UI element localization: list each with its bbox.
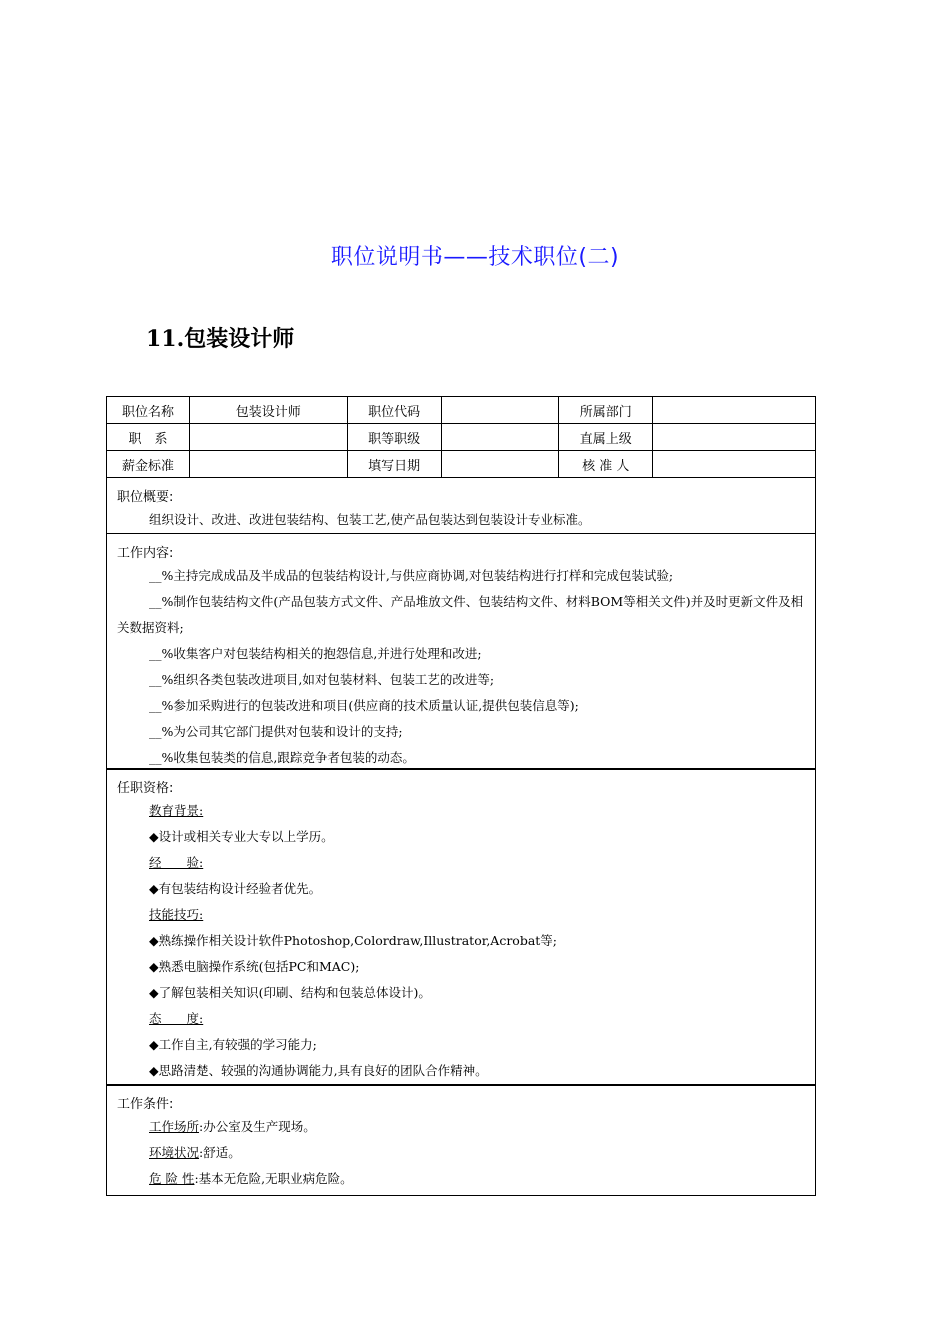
list-item: __%为公司其它部门提供对包装和设计的支持;: [149, 724, 403, 739]
list-item: __%组织各类包装改进项目,如对包装材料、包装工艺的改进等;: [149, 672, 495, 687]
salary-label: 薪金标准: [107, 451, 190, 478]
list-item: __%收集客户对包装结构相关的抱怨信息,并进行处理和改进;: [149, 646, 482, 661]
skills-label: 技能技巧:: [149, 907, 204, 922]
conditions-section: [106, 1084, 816, 1196]
fill-date-value: [441, 451, 559, 478]
duties-heading: 工作内容:: [117, 546, 174, 561]
list-item: ◆了解包装相关知识(印刷、结构和包装总体设计)。: [149, 985, 431, 1000]
summary-section: [106, 478, 816, 534]
fill-date-label: 填写日期: [347, 451, 441, 478]
list-item: __%参加采购进行的包装改进和项目(供应商的技术质量认证,提供包装信息等);: [149, 698, 579, 713]
list-item: __%主持完成成品及半成品的包装结构设计,与供应商协调,对包装结构进行打样和完成包装试验;: [149, 568, 674, 583]
job-title-label: 职位名称: [107, 397, 190, 424]
risk-label: 危 险 性: [149, 1171, 195, 1186]
attitude-label: 态 度:: [149, 1011, 204, 1026]
environment-value: :舒适。: [199, 1145, 241, 1160]
qualifications-heading: 任职资格:: [117, 781, 174, 796]
workplace-line: [107, 1114, 815, 1140]
table-row: [107, 397, 816, 424]
job-family-value: [189, 424, 347, 451]
education-text: ◆设计或相关专业大专以上学历。: [149, 829, 334, 844]
workplace-value: :办公室及生产现场。: [199, 1119, 316, 1134]
summary-text: 组织设计、改进、改进包装结构、包装工艺,使产品包装达到包装设计专业标准。: [149, 512, 591, 527]
risk-line: [107, 1166, 815, 1192]
list-item: __%制作包装结构文件(产品包装方式文件、产品堆放文件、包装结构文件、材料BOM等相关文件)并及时更新文件及相关数据资料;: [117, 594, 804, 635]
job-title-value: 包装设计师: [189, 397, 347, 424]
supervisor-value: [653, 424, 816, 451]
list-item: ◆熟悉电脑操作系统(包括PC和MAC);: [149, 959, 360, 974]
approver-value: [653, 451, 816, 478]
job-code-label: 职位代码: [347, 397, 441, 424]
supervisor-label: 直属上级: [559, 424, 653, 451]
education-label: 教育背景:: [149, 803, 204, 818]
table-row: [107, 451, 816, 478]
list-item: ◆熟练操作相关设计软件Photoshop,Colordraw,Illustrator,Acrobat等;: [149, 933, 558, 948]
environment-line: [107, 1140, 815, 1166]
experience-text: ◆有包装结构设计经验者优先。: [149, 881, 322, 896]
job-info-table: [106, 396, 816, 478]
qualifications-section: [106, 768, 816, 1086]
grade-value: [441, 424, 559, 451]
experience-label: 经 验:: [149, 855, 204, 870]
table-row: [107, 424, 816, 451]
job-family-label: 职 系: [107, 424, 190, 451]
list-item: __%收集包装类的信息,跟踪竞争者包装的动态。: [149, 750, 415, 765]
department-label: 所属部门: [559, 397, 653, 424]
section-heading: 11.包装设计师: [146, 326, 295, 352]
approver-label: 核 准 人: [559, 451, 653, 478]
department-value: [653, 397, 816, 424]
document-title: 职位说明书——技术职位(二): [330, 245, 620, 270]
environment-label: 环境状况: [149, 1145, 200, 1160]
workplace-label: 工作场所: [149, 1119, 200, 1134]
risk-value: :基本无危险,无职业病危险。: [194, 1171, 353, 1186]
list-item: ◆思路清楚、较强的沟通协调能力,具有良好的团队合作精神。: [149, 1063, 488, 1078]
list-item: ◆工作自主,有较强的学习能力;: [149, 1037, 317, 1052]
conditions-heading: 工作条件:: [117, 1097, 174, 1112]
duties-section: [106, 533, 816, 770]
salary-value: [189, 451, 347, 478]
grade-label: 职等职级: [347, 424, 441, 451]
job-code-value: [441, 397, 559, 424]
summary-heading: 职位概要:: [117, 490, 174, 505]
